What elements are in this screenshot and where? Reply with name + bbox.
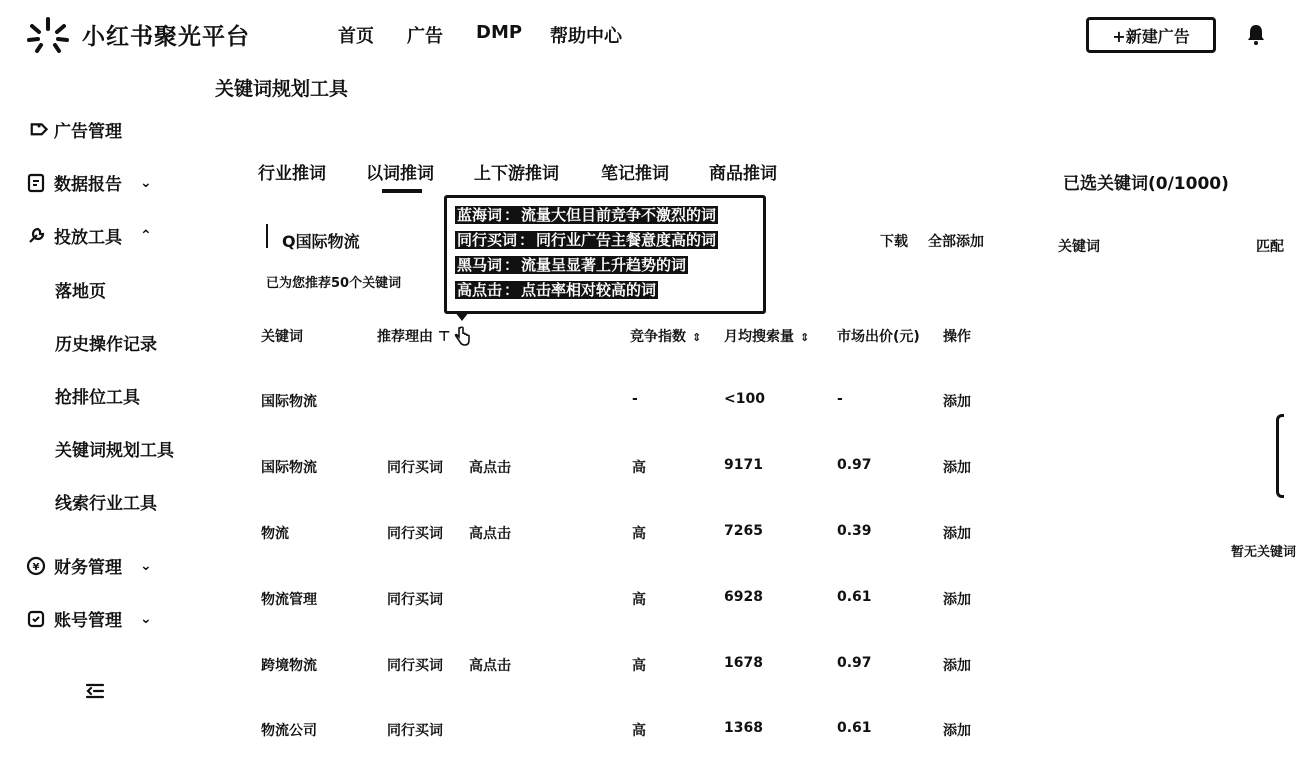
sidebar-item-account[interactable] (26, 606, 152, 631)
cell-keyword: 国际物流 (261, 394, 317, 410)
add-keyword-button[interactable]: 添加 (943, 658, 971, 674)
tooltip-line: 黑马词 ： 流量呈显著上升趋势的词 (457, 256, 687, 274)
selected-col-match: 匹配 (1256, 239, 1284, 255)
sidebar-item-label: 账号管理 (54, 611, 122, 631)
collapse-sidebar-icon[interactable] (84, 680, 106, 702)
col-market-bid: 市场出价(元) (837, 329, 920, 345)
reason-tooltip (444, 195, 766, 314)
sidebar-item-label: 广告管理 (54, 122, 122, 142)
add-keyword-button[interactable]: 添加 (943, 592, 971, 608)
tab-products[interactable]: 商品推词 (709, 164, 777, 184)
search-cursor (266, 224, 268, 248)
selected-col-keyword: 关键词 (1058, 239, 1100, 255)
search-input[interactable]: Q国际物流 (282, 232, 360, 251)
cell-monthly-search: 6928 (724, 589, 763, 605)
cell-keyword: 物流管理 (261, 592, 317, 608)
cell-competition: 高 (632, 592, 646, 608)
chevron-down-icon: ⌄ (140, 610, 152, 627)
tab-upstream-downstream[interactable]: 上下游推词 (474, 164, 559, 184)
bell-icon[interactable] (1244, 22, 1268, 46)
cell-competition: - (632, 391, 638, 407)
tooltip-arrow (455, 312, 469, 321)
tools-icon (26, 226, 46, 246)
cell-monthly-search: 1368 (724, 720, 763, 736)
cell-market-bid: 0.61 (837, 720, 872, 736)
cell-market-bid: 0.39 (837, 523, 872, 539)
col-action: 操作 (943, 329, 971, 345)
cell-market-bid: 0.97 (837, 655, 872, 671)
account-icon (26, 609, 46, 629)
panel-toggle-handle[interactable] (1276, 414, 1284, 498)
add-keyword-button[interactable]: 添加 (943, 723, 971, 739)
col-monthly-label: 月均搜索量 (724, 329, 794, 345)
add-keyword-button[interactable]: 添加 (943, 526, 971, 542)
cell-reason-tag: 高点击 (469, 658, 511, 674)
add-keyword-button[interactable]: 添加 (943, 394, 971, 410)
sort-icon[interactable]: ⇕ (692, 331, 702, 344)
sidebar-sub-keyword-planner[interactable]: 关键词规划工具 (55, 441, 174, 461)
cell-competition: 高 (632, 723, 646, 739)
sidebar-sub-history[interactable]: 历史操作记录 (55, 335, 157, 355)
cell-competition: 高 (632, 526, 646, 542)
cell-reason-tag: 同行买词 (387, 592, 443, 608)
cell-monthly-search: 7265 (724, 523, 763, 539)
cell-reason-tag: 同行买词 (387, 526, 443, 542)
sidebar-item-finance[interactable] (26, 553, 152, 578)
cell-reason-tag: 同行买词 (387, 658, 443, 674)
nav-help[interactable]: 帮助中心 (550, 26, 622, 47)
cell-monthly-search: 9171 (724, 457, 763, 473)
cell-competition: 高 (632, 460, 646, 476)
nav-dmp[interactable]: DMP (476, 22, 523, 43)
sidebar-sub-rank-tool[interactable]: 抢排位工具 (55, 388, 140, 408)
cell-monthly-search: 1678 (724, 655, 763, 671)
sidebar-sub-landing-page[interactable]: 落地页 (55, 282, 106, 302)
cell-market-bid: - (837, 391, 843, 407)
new-ad-button[interactable]: +新建广告 (1086, 17, 1216, 53)
tooltip-line: 同行买词 ： 同行业广告主餐意度高的词 (457, 231, 717, 249)
cell-keyword: 物流 (261, 526, 289, 542)
hand-cursor-icon (454, 326, 470, 346)
recommend-count: 已为您推荐50个关键词 (266, 276, 402, 291)
tooltip-line: 高点击 ： 点击率相对较高的词 (457, 281, 657, 299)
filter-icon[interactable]: ⊤ (437, 329, 451, 345)
sort-icon[interactable]: ⇕ (800, 331, 810, 344)
cell-reason-tag: 同行买词 (387, 460, 443, 476)
sidebar-item-label: 数据报告 (54, 175, 122, 195)
sidebar-item-data-report[interactable] (26, 170, 152, 195)
cell-reason-tag: 高点击 (469, 526, 511, 542)
empty-state-text: 暂无关键词 (1231, 545, 1296, 560)
yen-icon (26, 556, 46, 576)
chevron-up-icon: ⌃ (140, 227, 152, 244)
add-all-button[interactable]: 全部添加 (928, 234, 984, 250)
sidebar-item-ad-management[interactable] (26, 117, 122, 142)
tag-icon (26, 120, 46, 140)
tab-word-to-word[interactable]: 以词推词 (366, 164, 434, 184)
page-title: 关键词规划工具 (215, 78, 349, 100)
download-button[interactable]: 下载 (880, 234, 908, 250)
cell-keyword: 跨境物流 (261, 658, 317, 674)
sidebar-item-delivery-tools[interactable] (26, 223, 152, 248)
cell-reason-tag: 高点击 (469, 460, 511, 476)
cell-monthly-search: <100 (724, 391, 765, 407)
cell-keyword: 物流公司 (261, 723, 317, 739)
chevron-down-icon: ⌄ (140, 174, 152, 191)
col-competition-label: 竞争指数 (630, 329, 686, 345)
sidebar-sub-lead-industry[interactable]: 线索行业工具 (55, 494, 157, 514)
sidebar-item-label: 财务管理 (54, 558, 122, 578)
svg-text:¥: ¥ (32, 561, 40, 573)
cell-market-bid: 0.61 (837, 589, 872, 605)
sidebar-item-label: 投放工具 (54, 228, 122, 248)
cell-competition: 高 (632, 658, 646, 674)
cell-market-bid: 0.97 (837, 457, 872, 473)
tab-industry[interactable]: 行业推词 (258, 164, 326, 184)
nav-home[interactable]: 首页 (338, 26, 374, 47)
col-competition[interactable] (630, 326, 701, 346)
selected-keywords-title: 已选关键词(0/1000) (1063, 174, 1229, 194)
tab-notes[interactable]: 笔记推词 (601, 164, 669, 184)
cell-reason-tag: 同行买词 (387, 723, 443, 739)
chevron-down-icon: ⌄ (140, 557, 152, 574)
logo-text: 小红书聚光平台 (82, 24, 250, 50)
col-keyword: 关键词 (261, 329, 303, 345)
col-reason[interactable] (377, 326, 451, 346)
logo-icon (26, 16, 70, 54)
report-icon (26, 173, 46, 193)
cell-keyword: 国际物流 (261, 460, 317, 476)
col-monthly-search[interactable] (724, 326, 809, 346)
col-reason-label: 推荐理由 (377, 329, 433, 345)
nav-ads[interactable]: 广告 (407, 26, 443, 47)
active-tab-indicator (382, 189, 422, 193)
tooltip-line: 蓝海词 ： 流量大但目前竞争不激烈的词 (457, 206, 717, 224)
add-keyword-button[interactable]: 添加 (943, 460, 971, 476)
